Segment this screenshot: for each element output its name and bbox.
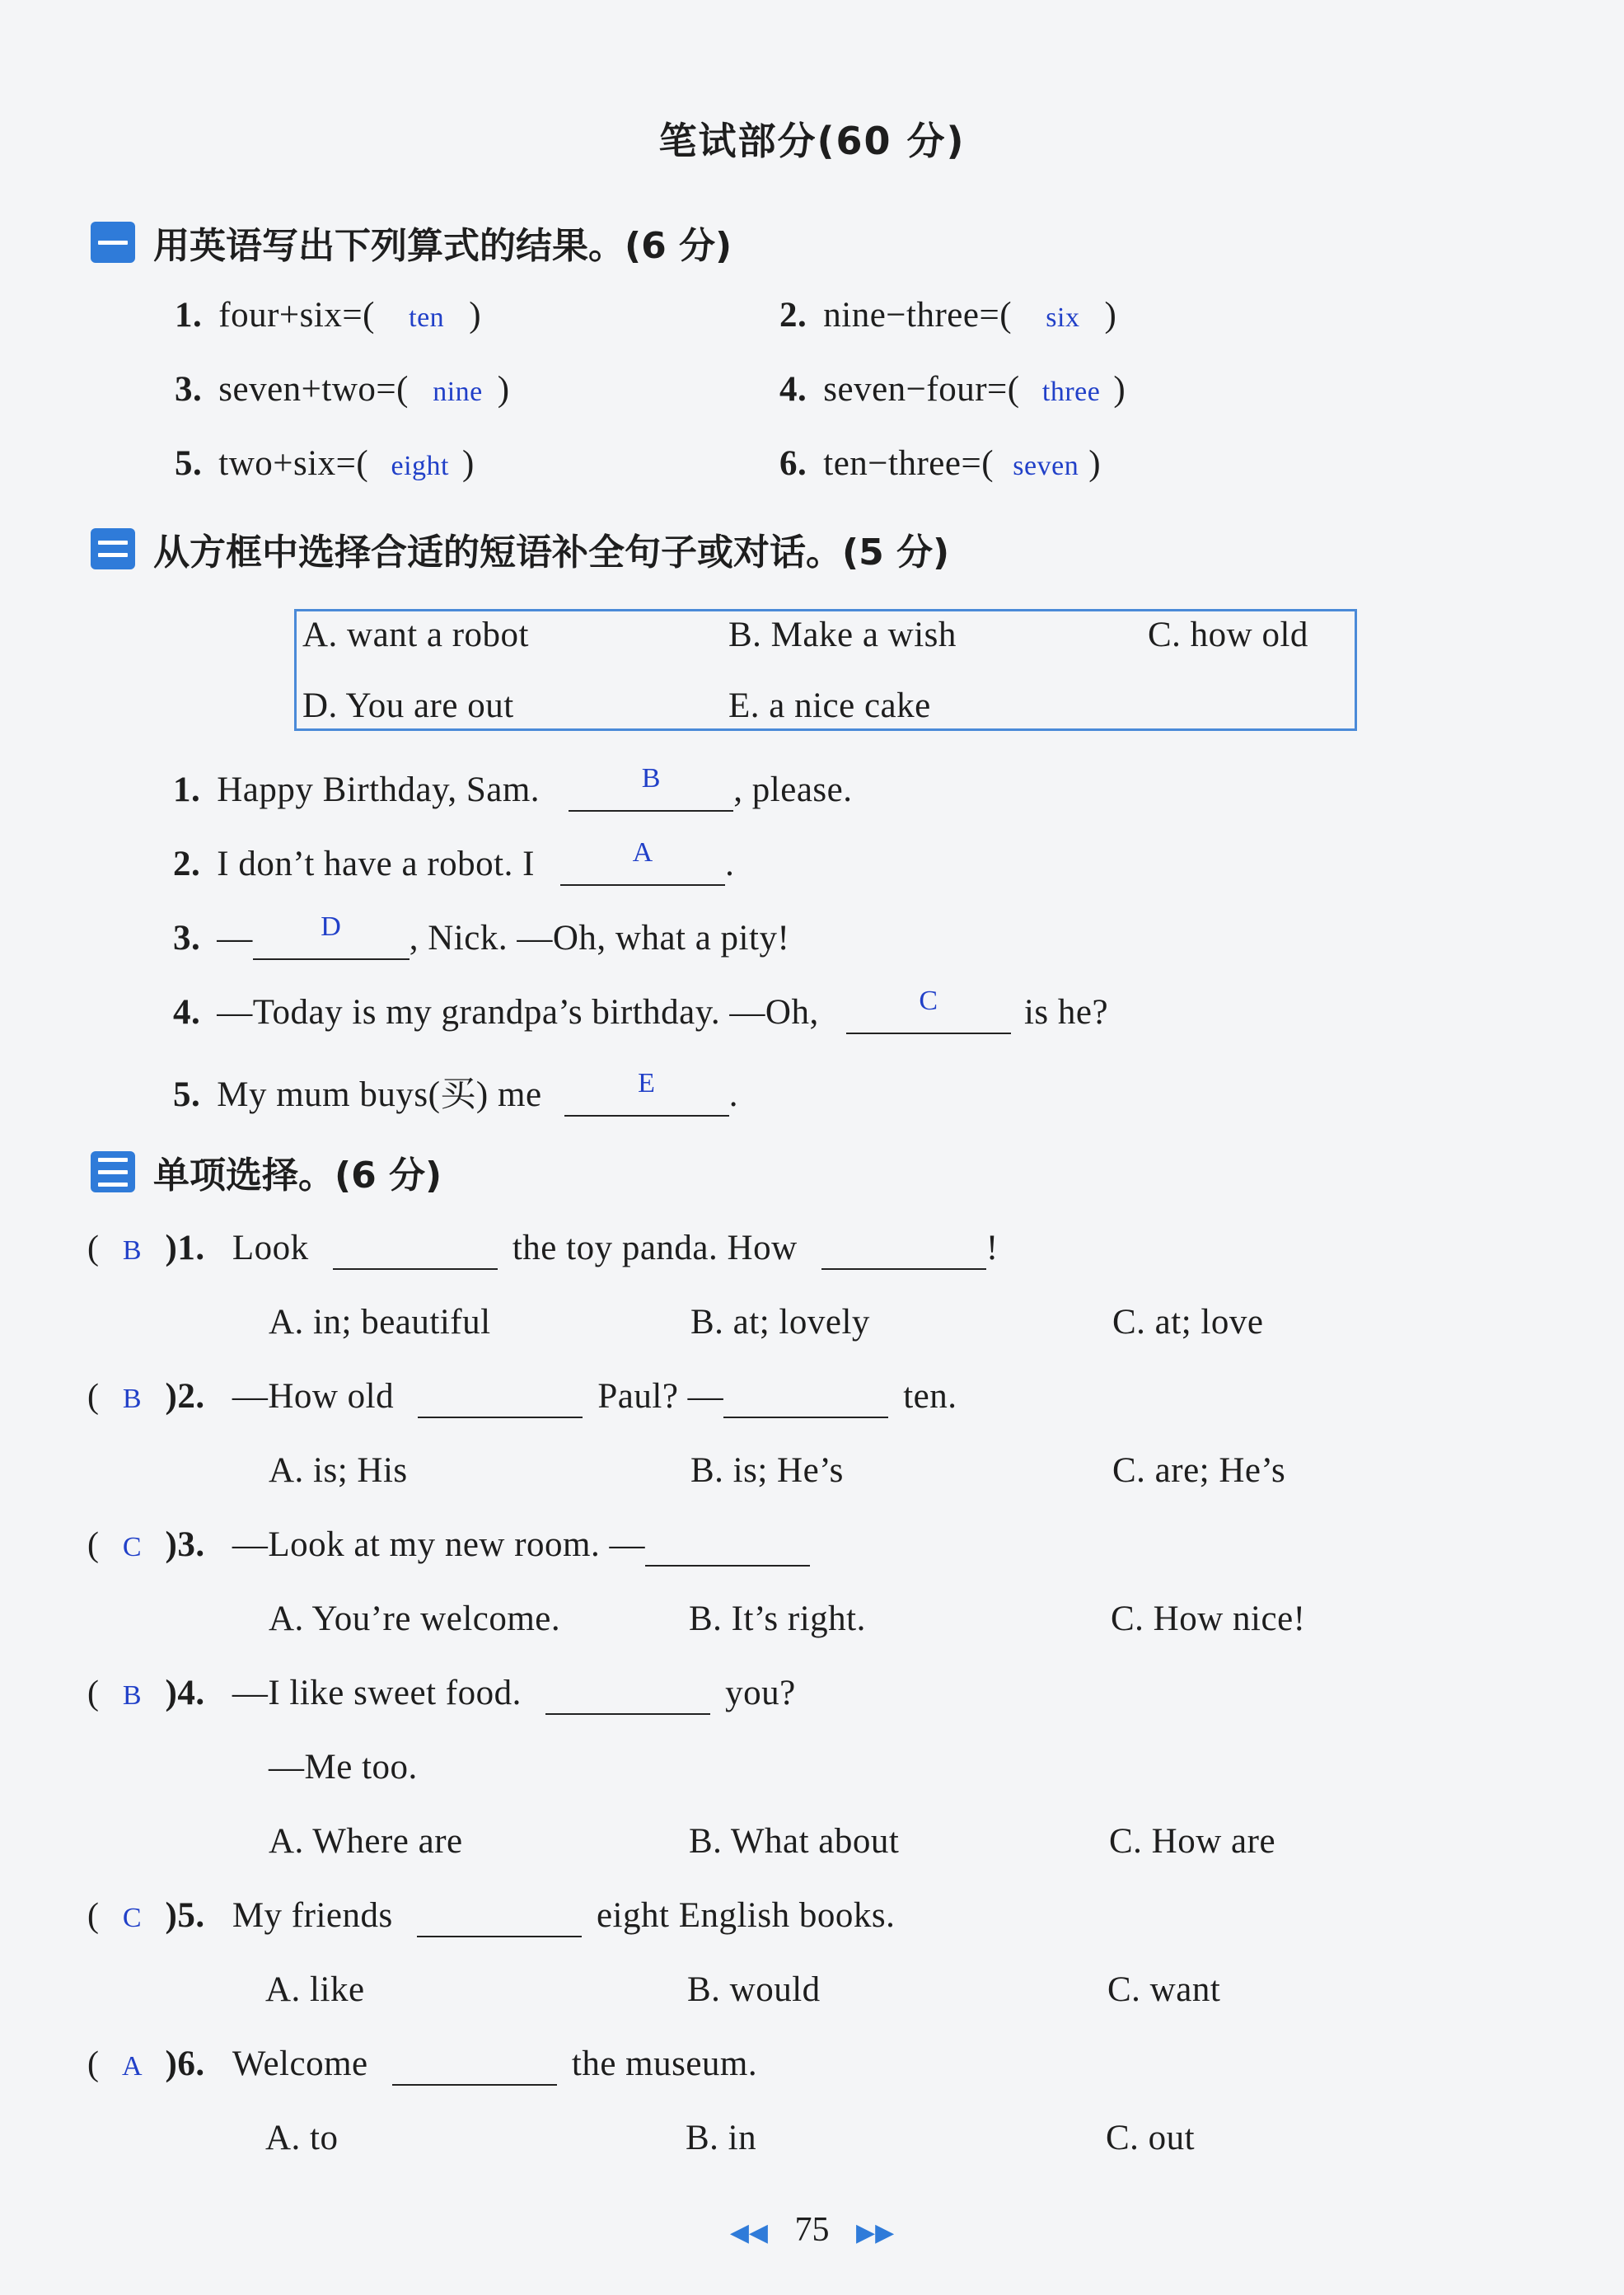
page-number-footer [0,2210,1624,2250]
section-3-heading [91,1145,442,1198]
s2-item-4: 4. —Today is my grandpa’s birthday. —Oh, C is he? [173,992,1108,1034]
section-2-title: 从方框中选择合适的短语补全句子或对话。(5 分) [153,532,950,574]
answer-blank: B [569,770,733,812]
s2-item-5: 5. My mum buys(买) me E . [173,1066,738,1117]
s3-q1-option-a: A. in; beautiful [269,1303,491,1342]
answer-blank [723,1376,888,1418]
s3-question-1: ( B )1. Look the toy panda. How ! [87,1228,999,1270]
s1-answer: six [1046,302,1080,333]
s3-q3-option-a: A. You’re welcome. [269,1599,561,1638]
next-arrows-icon: ▶▶ [856,2219,895,2246]
s1-answer: ten [409,302,445,333]
s1-item-5: 5. two+six=( eight ) [175,444,475,483]
s1-answer: eight [391,451,449,481]
s3-q2-option-b: B. is; He’s [690,1451,844,1490]
s1-item-6: 6. ten−three=( seven ) [779,444,1102,483]
answer-blank [392,2044,557,2086]
section-1-badge-icon [91,222,135,263]
s1-item-1: 1. four+six=( ten ) [175,296,482,335]
s3-q5-option-a: A. like [265,1970,365,2009]
section-3-title: 单项选择。(6 分) [153,1155,442,1197]
answer-blank [417,1895,582,1937]
s3-q4-option-b: B. What about [689,1822,900,1861]
s3-q6-option-b: B. in [686,2119,757,2157]
answer-blank: A [560,844,725,886]
answer-blank [821,1228,986,1270]
s3-q4-reply: —Me too. [269,1748,418,1787]
s3-q1-option-c: C. at; love [1112,1303,1264,1342]
word-bank-option-d: D. You are out [302,686,514,725]
s3-question-2: ( B )2. —How old Paul? — ten. [87,1376,957,1418]
section-2-badge-icon [91,528,135,569]
answer-blank: E [564,1075,729,1117]
s1-answer: three [1041,377,1101,407]
s3-q4-option-a: A. Where are [269,1822,463,1861]
answer-blank [545,1673,710,1715]
s3-q2-option-a: A. is; His [269,1451,408,1490]
s2-item-3: 3. — D , Nick. —Oh, what a pity! [173,918,789,960]
s3-question-6: ( A )6. Welcome the museum. [87,2044,757,2086]
answer-blank: D [253,918,410,960]
section-1-heading [91,216,732,269]
s3-q5-option-c: C. want [1107,1970,1221,2009]
page-title: 笔试部分(60 分) [658,119,966,163]
word-bank-option-a: A. want a robot [302,616,529,654]
s3-question-3: ( C )3. —Look at my new room. — [87,1525,810,1567]
s3-q6-option-a: A. to [265,2119,339,2157]
s3-question-4: ( B )4. —I like sweet food. you? [87,1673,796,1715]
section-1-title: 用英语写出下列算式的结果。(6 分) [153,225,732,267]
section-3-badge-icon [91,1151,135,1192]
s1-answer: nine [433,377,483,407]
word-bank-option-b: B. Make a wish [728,616,957,654]
prev-arrows-icon: ◀◀ [729,2219,768,2246]
answer-blank [333,1228,498,1270]
s3-q6-option-c: C. out [1106,2119,1196,2157]
answer-blank [645,1525,810,1567]
s1-item-4: 4. seven−four=( three ) [779,370,1126,409]
s3-q3-option-c: C. How nice! [1111,1599,1306,1638]
section-2-heading [91,522,949,575]
answer-blank [418,1376,583,1418]
s3-q1-option-b: B. at; lovely [690,1303,870,1342]
s2-item-1: 1. Happy Birthday, Sam. B , please. [173,770,852,812]
s3-q2-option-c: C. are; He’s [1112,1451,1286,1490]
s1-item-3: 3. seven+two=( nine ) [175,370,510,409]
s3-q4-option-c: C. How are [1109,1822,1276,1861]
s1-item-2: 2. nine−three=( six ) [779,296,1117,335]
s1-answer: seven [1013,451,1079,481]
word-bank-option-c: C. how old [1148,616,1308,654]
page-number: 75 [794,2211,830,2249]
s3-question-5: ( C )5. My friends eight English books. [87,1895,895,1937]
s3-q3-option-b: B. It’s right. [689,1599,866,1638]
word-bank-option-e: E. a nice cake [728,686,931,725]
s3-q5-option-b: B. would [687,1970,821,2009]
answer-blank: C [846,992,1011,1034]
s2-item-2: 2. I don’t have a robot. I A . [173,844,734,886]
